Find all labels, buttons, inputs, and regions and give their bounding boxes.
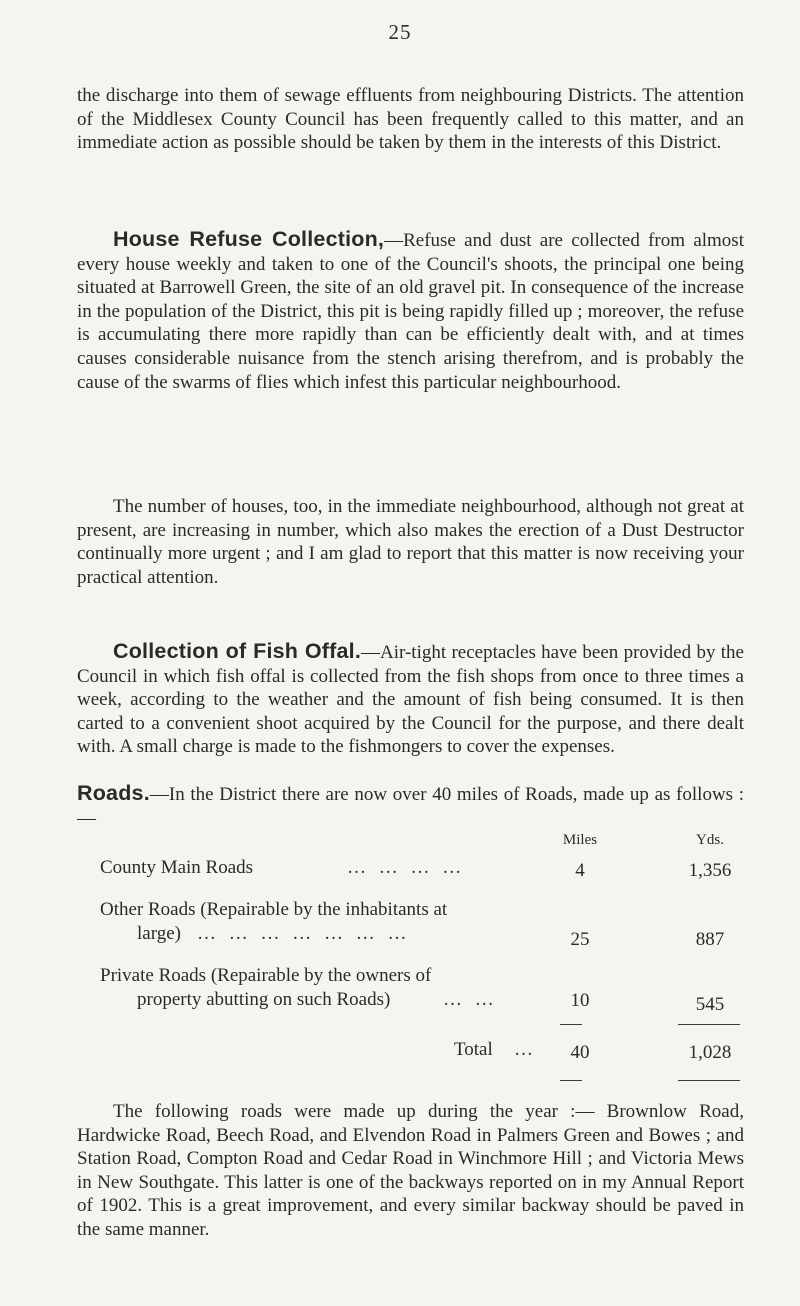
fish-section: [77, 640, 744, 759]
road-row-3-yds: 545: [695, 994, 725, 1015]
leader-dots: …: [514, 1039, 537, 1060]
page-number: 25: [388, 20, 412, 44]
road-row-3-miles: 10: [570, 990, 590, 1011]
road-row-3-line2: property abutting on such Roads): [137, 989, 391, 1010]
refuse-paragraph-2: The number of houses, too, in the immediate neighbourhood, although not great at present, are increasing in number, which also makes the erection of a Dust Destructor continually more urgent ; and I am glad to report that this matter is now receiving your practical attention.: [77, 496, 744, 588]
intro-paragraph: the discharge into them of sewage effluents from neighbouring Districts. The attention of the Middlesex County Council has been frequently called to this matter, and an immediate action as possible should be taken by them in the interests of this District.: [77, 85, 744, 154]
col-miles-header: Miles: [562, 832, 598, 848]
road-row-3-line1: Private Roads (Repairable by the owners of: [100, 965, 432, 986]
leader-dots: … … … … … … …: [197, 923, 411, 944]
road-row-1-miles: 4: [575, 860, 585, 881]
roads-intro: [77, 782, 744, 830]
road-row-2-miles: 25: [570, 929, 590, 950]
leader-dots: … … … …: [347, 857, 466, 878]
fish-paragraph: —Air-tight receptacles have been provided by the Council in which fish offal is collected from the fish shops from once to three times a week, according to the weather and the amount of fish being consumed. It is then carted to a convenient shoot acquired by the Council for the purpose, and there dealt with. A small charge is made to the fishmongers to cover the expenses.: [77, 642, 744, 758]
sum-rule: [560, 1024, 582, 1025]
roads-closing-paragraph: The following roads were made up during the year :— Brownlow Road, Hardwicke Road, Beech Road, and Elvendon Road in Palmers Green and Bowes ; and Station Road, Compton Road and Cedar Road in Winchmore Hill ; and Victoria Mews in New Southgate. This latter is one of the backways reported on in my Annual Report of 1902. This is a great improvement, and every similar backway should be paved in the same manner.: [77, 1101, 744, 1240]
col-yds-header: Yds.: [696, 832, 724, 848]
total-yds: 1,028: [688, 1042, 732, 1063]
total-rule: [560, 1080, 582, 1081]
total-label: Total: [454, 1039, 493, 1060]
roads-intro-text: —In the District there are now over 40 miles of Roads, made up as follows :—: [77, 784, 744, 829]
road-row-1-yds: 1,356: [688, 860, 732, 881]
sum-rule: [678, 1024, 740, 1025]
total-rule: [678, 1080, 740, 1081]
total-miles: 40: [570, 1042, 590, 1063]
fish-heading: Collection of Fish Offal.: [113, 639, 362, 663]
refuse-paragraph-1: —Refuse and dust are collected from almost every house weekly and taken to one of the Council's shoots, the principal one being situated at Barrowell Green, the site of an old gravel pit. In consequence of the increase in the population of the District, this pit is being rapidly filled up ; moreover, the refuse is accumulating there more rapidly than can be efficiently dealt with, and at times causes considerable nuisance from the stench arising therefrom, and is probably the cause of the swarms of flies which infest this particular neighbourhood.: [77, 230, 744, 393]
road-row-2-line2: large): [137, 923, 181, 944]
leader-dots: … …: [443, 989, 498, 1010]
refuse-heading: House Refuse Collection,: [113, 227, 385, 251]
road-row-1-label: County Main Roads: [100, 857, 254, 878]
road-row-2-yds: 887: [695, 929, 725, 950]
roads-heading: Roads.: [77, 781, 150, 805]
refuse-section: [77, 228, 744, 394]
road-row-2-line1: Other Roads (Repairable by the inhabitants at: [100, 899, 448, 920]
